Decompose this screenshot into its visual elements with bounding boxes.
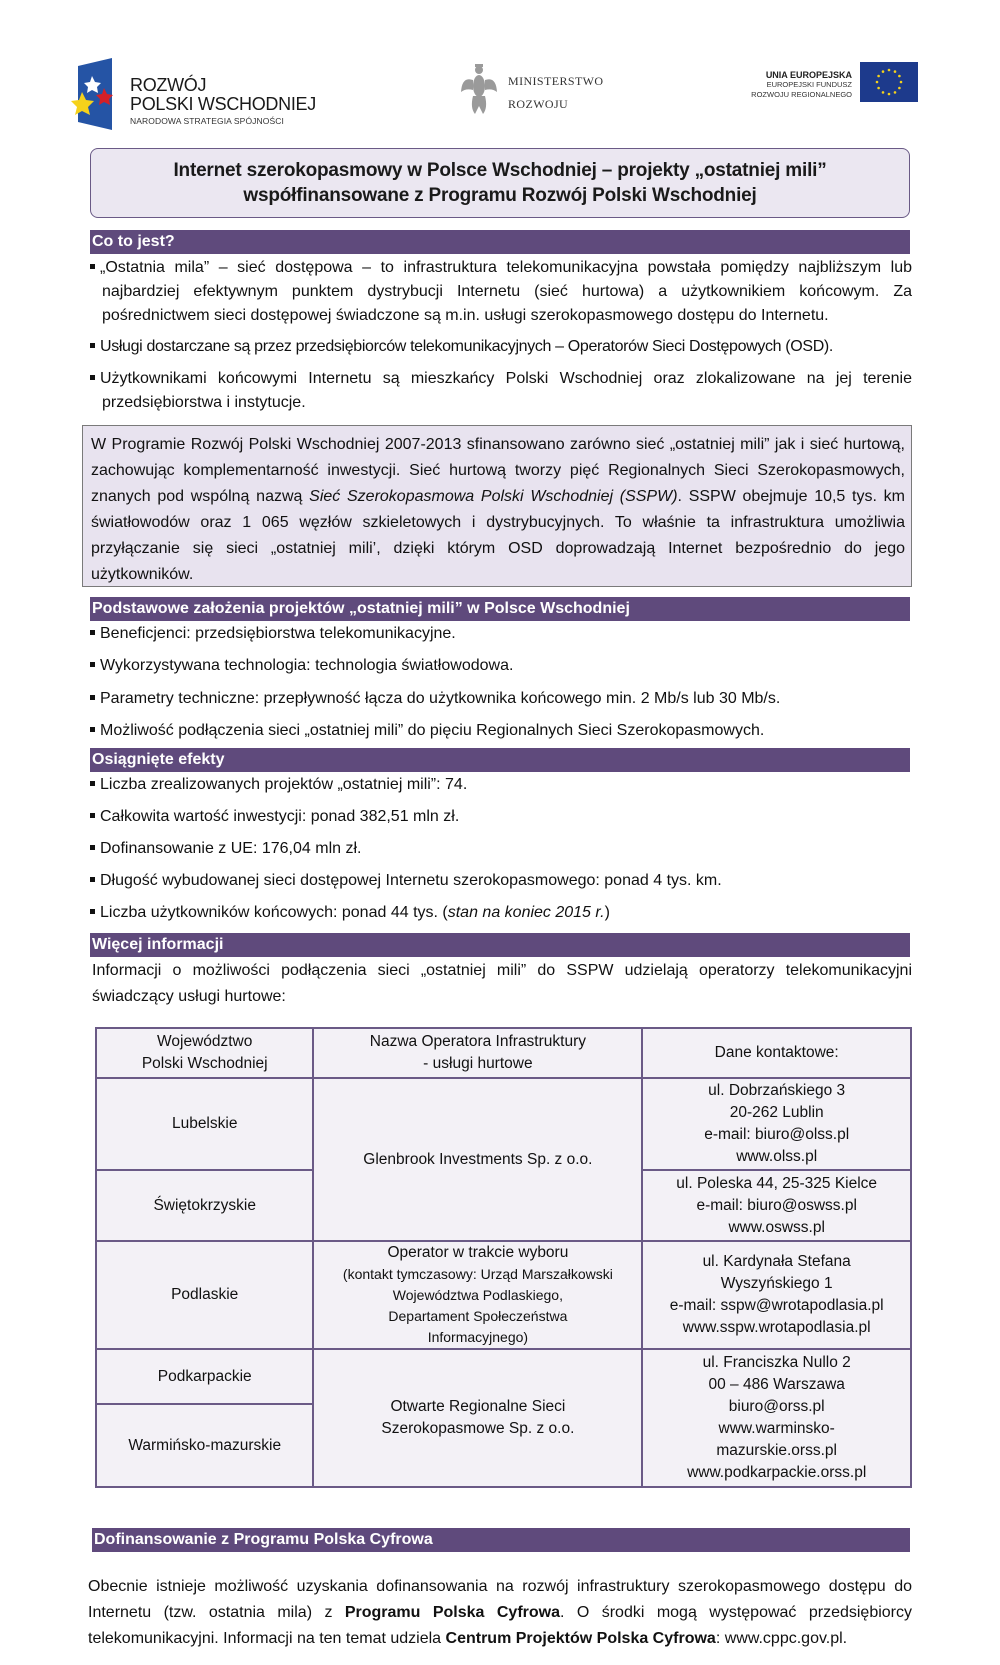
bullet-item: Parametry techniczne: przepływność łącza do użytkownika końcowego min. 2 Mb/s lub 30 Mb/s. bbox=[90, 687, 912, 711]
bullet-square-icon bbox=[90, 264, 95, 269]
website-link-cont[interactable]: mazurskie.orss.pl bbox=[716, 1442, 837, 1459]
polska-cyfrowa-paragraph: Obecnie istnieje możliwość uzyskania dofinansowania na rozwój infrastruktury szerokopasmowego dostępu do Internetu (tzw. ostatnia mila) z Programu Polska Cyfrowa. O środki mogą występować przedsiębiorcy telekomunikacyjni. Informacji na ten temat udziela Centrum Projektów Polska Cyfrowa: www.cppc.gov.pl. bbox=[88, 1578, 912, 1647]
bullet-square-icon bbox=[90, 781, 95, 786]
bullet-item: Długość wybudowanej sieci dostępowej Internetu szerokopasmowego: ponad 4 tys. km. bbox=[90, 869, 912, 893]
bullet-square-icon bbox=[90, 813, 95, 818]
table-row bbox=[96, 1241, 911, 1349]
eu-line2: EUROPEJSKI FUNDUSZ bbox=[766, 80, 852, 89]
bullet-square-icon bbox=[90, 343, 95, 348]
rozwoj-polski-wschodniej-logo bbox=[70, 58, 330, 130]
bullet-square-icon bbox=[90, 727, 95, 732]
eu-flag-icon bbox=[860, 62, 918, 102]
eu-logo bbox=[748, 62, 918, 106]
bullet-square-icon bbox=[90, 695, 95, 700]
bullet-square-icon bbox=[90, 845, 95, 850]
table-row bbox=[96, 1078, 911, 1170]
operator-orss: Otwarte Regionalne Sieci Szerokopasmowe Sp. z o.o. bbox=[313, 1349, 642, 1487]
bullet-item: Całkowita wartość inwestycji: ponad 382,51 mln zł. bbox=[90, 805, 912, 829]
bullet-item: Liczba użytkowników końcowych: ponad 44 tys. (stan na koniec 2015 r.) bbox=[90, 901, 912, 925]
section-header-what-is-it: Co to jest? bbox=[90, 230, 910, 254]
operator-podlaskie: Operator w trakcie wyboru (kontakt tymczasowy: Urząd Marszałkowski Województwa Podlaskiego, Departament Społeczeństwa Informacyjnego) bbox=[313, 1241, 642, 1349]
contact-orss: ul. Franciszka Nullo 2 00 – 486 Warszawa biuro@orss.pl www.warminsko- mazurskie.orss.pl www.podkarpackie.orss.pl bbox=[642, 1349, 911, 1487]
bullet-item: Beneficjenci: przedsiębiorstwa telekomunikacyjne. bbox=[90, 622, 912, 646]
polish-eagle-icon bbox=[460, 62, 498, 116]
region-lubelskie: Lubelskie bbox=[96, 1078, 313, 1170]
ministry-line1: MINISTERSTWO bbox=[508, 74, 604, 88]
website-link[interactable]: www.warminsko- bbox=[718, 1420, 835, 1437]
header-operator: Nazwa Operatora Infrastruktury - usługi hurtowe bbox=[313, 1028, 642, 1078]
rpw-subtitle: NARODOWA STRATEGIA SPÓJNOŚCI bbox=[130, 116, 284, 126]
email-link[interactable]: biuro@orss.pl bbox=[728, 1398, 825, 1415]
bullet-square-icon bbox=[90, 662, 95, 667]
bullet-square-icon bbox=[90, 630, 95, 635]
ministry-line2: ROZWOJU bbox=[508, 97, 569, 111]
region-warminsko-mazurskie: Warmińsko-mazurskie bbox=[96, 1404, 313, 1487]
bullet-item: Liczba zrealizowanych projektów „ostatniej mili”: 74. bbox=[90, 773, 912, 797]
ministry-logo bbox=[460, 62, 620, 116]
header-logos bbox=[0, 52, 1000, 132]
eu-line3: ROZWOJU REGIONALNEGO bbox=[751, 90, 852, 99]
email-link[interactable]: e-mail: sspw@wrotapodlasia.pl bbox=[669, 1297, 884, 1314]
title-line1: Internet szerokopasmowy w Polsce Wschodniej – projekty „ostatniej mili” bbox=[173, 160, 827, 181]
region-swietokrzyskie: Świętokrzyskie bbox=[96, 1170, 313, 1241]
region-podlaskie: Podlaskie bbox=[96, 1241, 313, 1349]
title-line2: współfinansowane z Programu Rozwój Polski Wschodniej bbox=[243, 185, 757, 206]
bullet-item: Wykorzystywana technologia: technologia światłowodowa. bbox=[90, 654, 912, 678]
bullet-item: Dofinansowanie z UE: 176,04 mln zł. bbox=[90, 837, 912, 861]
contact-lubelskie: ul. Dobrzańskiego 3 20-262 Lublin e-mail: biuro@olss.pl www.olss.pl bbox=[642, 1078, 911, 1170]
section-header-more-info: Więcej informacji bbox=[90, 933, 910, 957]
email-link[interactable]: e-mail: biuro@oswss.pl bbox=[696, 1196, 857, 1214]
website-link[interactable]: www.podkarpackie.orss.pl bbox=[687, 1464, 867, 1481]
centre-name-bold: Centrum Projektów Polska Cyfrowa bbox=[445, 1630, 716, 1647]
contact-podlaskie: ul. Kardynała Stefana Wyszyńskiego 1 e-mail: sspw@wrotapodlasia.pl www.sspw.wrotapodlasia.pl bbox=[642, 1241, 911, 1349]
rpw-title-line1: ROZWÓJ bbox=[130, 75, 207, 95]
eu-line1: UNIA EUROPEJSKA bbox=[765, 70, 852, 80]
sspw-name-italic: Sieć Szerokopasmowa Polski Wschodniej (SSPW) bbox=[309, 488, 678, 505]
table-header-row bbox=[96, 1028, 911, 1078]
cppc-link[interactable]: : www.cppc.gov.pl. bbox=[715, 1630, 848, 1647]
document-title-box bbox=[90, 148, 910, 218]
header-contact: Dane kontaktowe: bbox=[642, 1028, 911, 1078]
website-link[interactable]: www.sspw.wrotapodlasia.pl bbox=[682, 1319, 871, 1336]
bullet-square-icon bbox=[90, 877, 95, 882]
header-region: Województwo Polski Wschodniej bbox=[96, 1028, 313, 1078]
program-name-bold: Programu Polska Cyfrowa bbox=[344, 1604, 560, 1621]
operators-table bbox=[95, 1027, 912, 1488]
section-header-assumptions: Podstawowe założenia projektów „ostatniej mili” w Polsce Wschodniej bbox=[90, 597, 910, 621]
sspw-info-box: W Programie Rozwój Polski Wschodniej 2007-2013 sfinansowano zarówno sieć „ostatniej mili” jak i sieć hurtową, zachowując komplementarność inwestycji. Sieć hurtową tworzy pięć Regionalnych Sieci Szerokopasmowych, znanych pod wspólną nazwą Sieć Szerokopasmowa Polski Wschodniej (SSPW). SSPW obejmuje 10,5 tys. km światłowodów oraz 1 065 węzłów szkieletowych i dystrybucyjnych. To właśnie ta infrastruktura umożliwia przyłączanie się sieci „ostatniej mili’, dzięki którym OSD doprowadzają Internet bezpośrednio do jego użytkowników. bbox=[82, 425, 912, 587]
bullet-square-icon bbox=[90, 375, 95, 380]
section-header-results: Osiągnięte efekty bbox=[90, 748, 910, 772]
website-link[interactable]: www.olss.pl bbox=[736, 1148, 818, 1165]
section-header-polska-cyfrowa: Dofinansowanie z Programu Polska Cyfrowa bbox=[92, 1528, 910, 1552]
contact-swietokrzyskie: ul. Poleska 44, 25-325 Kielce e-mail: biuro@oswss.pl www.oswss.pl bbox=[642, 1170, 911, 1241]
bullet-square-icon bbox=[90, 909, 95, 914]
bullet-item: Usługi dostarczane są przez przedsiębiorców telekomunikacyjnych – Operatorów Sieci Dostępowych (OSD). bbox=[90, 335, 912, 359]
region-podkarpackie: Podkarpackie bbox=[96, 1349, 313, 1404]
bullet-item: „Ostatnia mila” – sieć dostępowa – to infrastruktura telekomunikacyjna powstała pomiędzy najbliższym lub najbardziej efektywnym punktem dystrybucji Internetu (sieć hurtowa) a użytkownikiem końcowym. Za pośrednictwem sieci dostępowej świadczone są m.in. usługi szerokopasmowego dostępu do Internetu. bbox=[90, 256, 912, 328]
more-info-intro: Informacji o możliwości podłączenia sieci „ostatniej mili” do SSPW udzielają operatorzy telekomunikacyjni świadczący usługi hurtowe: bbox=[92, 962, 912, 1005]
operator-glenbrook: Glenbrook Investments Sp. z o.o. bbox=[313, 1078, 642, 1241]
rpw-flag-icon bbox=[70, 58, 116, 130]
website-link[interactable]: www.oswss.pl bbox=[728, 1218, 825, 1236]
table-row bbox=[96, 1349, 911, 1404]
bullet-item: Możliwość podłączenia sieci „ostatniej mili” do pięciu Regionalnych Sieci Szerokopasmowych. bbox=[90, 719, 912, 743]
rpw-title-line2: POLSKI WSCHODNIEJ bbox=[130, 94, 316, 114]
bullet-item: Użytkownikami końcowymi Internetu są mieszkańcy Polski Wschodniej oraz zlokalizowane na jej terenie przedsiębiorstwa i instytucje. bbox=[90, 367, 912, 415]
email-link[interactable]: e-mail: biuro@olss.pl bbox=[704, 1126, 850, 1143]
